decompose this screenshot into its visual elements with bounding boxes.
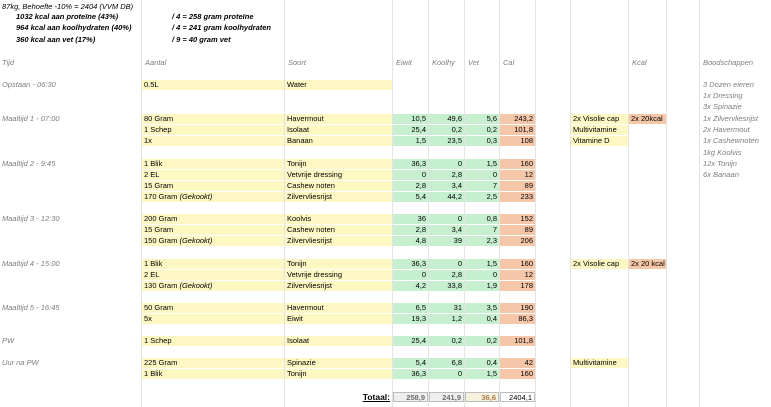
food-cell[interactable]: Zilvervliesrijst — [285, 281, 392, 291]
header-protein-right[interactable]: / 4 = 258 gram proteïne — [172, 12, 254, 21]
amount-cell[interactable] — [142, 192, 284, 202]
food-cell[interactable]: Zilvervliesrijst — [285, 236, 392, 246]
shopping-item[interactable]: 1x Zilvervliesrijst — [703, 114, 759, 123]
eiwit-cell[interactable]: 36 — [393, 214, 428, 224]
koolhy-cell[interactable]: 49,6 — [429, 114, 464, 124]
eiwit-cell[interactable]: 4,2 — [393, 281, 428, 291]
vet-cell[interactable]: 0 — [465, 270, 499, 280]
amount-cell[interactable]: 0.5L — [142, 80, 284, 90]
koolhy-cell[interactable]: 3,4 — [429, 225, 464, 235]
amount-note: (Gekookt) — [179, 281, 213, 290]
amount-value: 130 Gram — [144, 281, 178, 290]
cal-cell[interactable]: 178 — [500, 281, 535, 291]
grid-line — [666, 0, 667, 407]
cal-cell[interactable]: 42 — [500, 358, 535, 368]
col-header-aantal[interactable]: Aantal — [145, 58, 167, 67]
amount-cell[interactable]: 2 EL — [142, 270, 284, 280]
shopping-item[interactable]: 1x Cashewnoten — [703, 136, 759, 145]
eiwit-cell[interactable]: 6,5 — [393, 303, 428, 313]
amount-note: (Gekookt) — [179, 236, 213, 245]
amount-cell[interactable]: 200 Gram — [142, 214, 284, 224]
amount-cell[interactable]: 1x — [142, 136, 284, 146]
food-cell[interactable]: Vetvrije dressing — [285, 270, 392, 280]
eiwit-cell[interactable]: 36,3 — [393, 369, 428, 379]
vet-cell[interactable]: 1,9 — [465, 281, 499, 291]
eiwit-cell[interactable]: 19,3 — [393, 314, 428, 324]
koolhy-cell[interactable]: 33,8 — [429, 281, 464, 291]
amount-cell[interactable]: 15 Gram — [142, 225, 284, 235]
grid-line — [628, 0, 629, 407]
col-header-eiwit[interactable]: Eiwit — [396, 58, 412, 67]
col-header-cal[interactable]: Cal — [503, 58, 515, 67]
col-header-tijd[interactable]: Tijd — [2, 58, 15, 67]
vet-cell[interactable]: 7 — [465, 181, 499, 191]
cal-cell[interactable]: 101,8 — [500, 336, 535, 346]
food-cell[interactable]: Cashew noten — [285, 225, 392, 235]
vet-cell[interactable]: 0,2 — [465, 336, 499, 346]
col-header-koolhy[interactable]: Koolhy — [432, 58, 455, 67]
koolhy-cell[interactable]: 2,8 — [429, 170, 464, 180]
eiwit-cell[interactable]: 25,4 — [393, 125, 428, 135]
vet-cell[interactable]: 0,8 — [465, 214, 499, 224]
supplement-cell[interactable]: 2x Visolie cap — [571, 259, 628, 269]
grid-line — [570, 0, 571, 407]
total-eiwit[interactable]: 258,9 — [393, 392, 428, 402]
meal-label[interactable]: PW — [2, 336, 15, 345]
amount-value: 150 Gram — [144, 236, 178, 245]
supplement-cell[interactable]: Vitamine D — [571, 136, 628, 146]
amount-note: (Gekookt) — [179, 192, 213, 201]
meal-label[interactable]: Maaltijd 1 - 07:00 — [2, 114, 60, 123]
vet-cell[interactable]: 2,5 — [465, 192, 499, 202]
eiwit-cell[interactable]: 0 — [393, 170, 428, 180]
supplement-cell[interactable]: Multivitamine — [571, 125, 628, 135]
amount-cell[interactable]: 2 EL — [142, 170, 284, 180]
shopping-item[interactable]: 12x Tonijn — [703, 159, 737, 168]
header-fat-right[interactable]: / 9 = 40 gram vet — [172, 35, 231, 44]
col-header-kcal[interactable]: Kcal — [632, 58, 647, 67]
cal-cell[interactable]: 12 — [500, 170, 535, 180]
amount-cell[interactable]: 225 Gram — [142, 358, 284, 368]
col-header-soort[interactable]: Soort — [288, 58, 306, 67]
koolhy-cell[interactable]: 1,2 — [429, 314, 464, 324]
cal-cell[interactable]: 152 — [500, 214, 535, 224]
amount-cell[interactable] — [142, 281, 284, 291]
shopping-item[interactable]: 1x Dressing — [703, 91, 743, 100]
cal-cell[interactable]: 89 — [500, 225, 535, 235]
cal-cell[interactable]: 206 — [500, 236, 535, 246]
eiwit-cell[interactable]: 2,8 — [393, 181, 428, 191]
shopping-item[interactable]: 6x Banaan — [703, 170, 739, 179]
koolhy-cell[interactable]: 3,4 — [429, 181, 464, 191]
supplement-cell[interactable]: 2x Visolie cap — [571, 114, 628, 124]
header-line-1[interactable]: 87kg, Behoefte -10% = 2404 (VVM DB) — [2, 2, 134, 11]
food-cell[interactable]: Tonijn — [285, 159, 392, 169]
cal-cell[interactable]: 101,8 — [500, 125, 535, 135]
col-header-vet[interactable]: Vet — [468, 58, 479, 67]
koolhy-cell[interactable]: 39 — [429, 236, 464, 246]
eiwit-cell[interactable]: 0 — [393, 270, 428, 280]
total-cal[interactable]: 2404,1 — [500, 392, 535, 402]
vet-cell[interactable]: 0,2 — [465, 125, 499, 135]
cal-cell[interactable]: 190 — [500, 303, 535, 313]
food-cell[interactable]: Havermout — [285, 303, 392, 313]
shopping-item[interactable]: 1kg Koolvis — [703, 148, 742, 157]
total-vet[interactable]: 36,6 — [465, 392, 499, 402]
cal-cell[interactable]: 12 — [500, 270, 535, 280]
vet-cell[interactable]: 7 — [465, 225, 499, 235]
supplement-kcal-cell[interactable]: 2x 20 kcal — [631, 259, 665, 268]
amount-cell[interactable]: 80 Gram — [142, 114, 284, 124]
cal-cell[interactable]: 108 — [500, 136, 535, 146]
food-cell[interactable]: Isolaat — [285, 336, 392, 346]
grid-line — [535, 0, 536, 407]
supplement-cell[interactable]: Multivitamine — [571, 358, 628, 368]
koolhy-cell[interactable]: 0 — [429, 159, 464, 169]
eiwit-cell[interactable]: 2,8 — [393, 225, 428, 235]
total-koolhy[interactable]: 241,9 — [429, 392, 464, 402]
amount-cell[interactable]: 1 Schep — [142, 336, 284, 346]
food-cell[interactable]: Tonijn — [285, 369, 392, 379]
meal-label[interactable]: Opstaan - 06:30 — [2, 80, 56, 89]
header-fat-left[interactable]: 360 kcal aan vet (17%) — [16, 35, 96, 44]
vet-cell[interactable]: 5,6 — [465, 114, 499, 124]
food-cell[interactable]: Eiwit — [285, 314, 392, 324]
totals-label[interactable]: Totaal: — [362, 392, 390, 402]
cal-cell[interactable]: 89 — [500, 181, 535, 191]
koolhy-cell[interactable]: 2,8 — [429, 270, 464, 280]
meal-label[interactable]: Maaltijd 4 - 15:00 — [2, 259, 60, 268]
food-cell[interactable]: Zilvervliesrijst — [285, 192, 392, 202]
food-cell[interactable]: Tonijn — [285, 259, 392, 269]
food-cell[interactable]: Cashew noten — [285, 181, 392, 191]
meal-label[interactable]: Uur na PW — [2, 358, 39, 367]
amount-cell[interactable]: 1 Blik — [142, 159, 284, 169]
food-cell[interactable]: Havermout — [285, 114, 392, 124]
vet-cell[interactable]: 1,5 — [465, 259, 499, 269]
header-protein-left[interactable]: 1032 kcal aan proteïne (43%) — [16, 12, 119, 21]
eiwit-cell[interactable]: 25,4 — [393, 336, 428, 346]
food-cell[interactable]: Isolaat — [285, 125, 392, 135]
meal-label[interactable]: Maaltijd 5 - 16:45 — [2, 303, 60, 312]
col-header-boodschappen[interactable]: Boodschappen — [703, 58, 754, 67]
koolhy-cell[interactable]: 6,8 — [429, 358, 464, 368]
amount-cell[interactable]: 1 Schep — [142, 125, 284, 135]
vet-cell[interactable]: 1,5 — [465, 369, 499, 379]
amount-value: 170 Gram — [144, 192, 178, 201]
amount-cell[interactable]: 50 Gram — [142, 303, 284, 313]
cal-cell[interactable]: 160 — [500, 369, 535, 379]
eiwit-cell[interactable]: 4,8 — [393, 236, 428, 246]
cal-cell[interactable]: 243,2 — [500, 114, 535, 124]
vet-cell[interactable]: 1,5 — [465, 159, 499, 169]
koolhy-cell[interactable]: 23,5 — [429, 136, 464, 146]
shopping-item[interactable]: 3 Dozen eieren — [703, 80, 754, 89]
vet-cell[interactable]: 3,5 — [465, 303, 499, 313]
vet-cell[interactable]: 0,3 — [465, 136, 499, 146]
eiwit-cell[interactable]: 36,3 — [393, 159, 428, 169]
cal-cell[interactable]: 86,3 — [500, 314, 535, 324]
eiwit-cell[interactable]: 1,5 — [393, 136, 428, 146]
meal-label[interactable]: Maaltijd 2 - 9:45 — [2, 159, 56, 168]
header-carbs-left[interactable]: 964 kcal aan koolhydraten (40%) — [16, 23, 132, 32]
koolhy-cell[interactable]: 44,2 — [429, 192, 464, 202]
meal-label[interactable]: Maaltijd 3 - 12:30 — [2, 214, 60, 223]
cal-cell[interactable]: 160 — [500, 159, 535, 169]
amount-cell[interactable]: 5x — [142, 314, 284, 324]
amount-cell[interactable]: 15 Gram — [142, 181, 284, 191]
food-cell[interactable]: Vetvrije dressing — [285, 170, 392, 180]
koolhy-cell[interactable]: 0 — [429, 214, 464, 224]
koolhy-cell[interactable]: 0 — [429, 369, 464, 379]
header-carbs-right[interactable]: / 4 = 241 gram koolhydraten — [172, 23, 271, 32]
food-cell[interactable]: Koolvis — [285, 214, 392, 224]
supplement-kcal-cell[interactable]: 2x 20kcal — [629, 114, 666, 124]
amount-cell[interactable] — [142, 236, 284, 246]
eiwit-cell[interactable]: 5,4 — [393, 358, 428, 368]
cal-cell[interactable]: 233 — [500, 192, 535, 202]
vet-cell[interactable]: 0 — [465, 170, 499, 180]
koolhy-cell[interactable]: 0,2 — [429, 336, 464, 346]
koolhy-cell[interactable]: 0 — [429, 259, 464, 269]
eiwit-cell[interactable]: 36,3 — [393, 259, 428, 269]
grid-line — [699, 0, 700, 407]
amount-cell[interactable]: 1 Blik — [142, 259, 284, 269]
amount-cell[interactable]: 1 Blik — [142, 369, 284, 379]
eiwit-cell[interactable]: 5,4 — [393, 192, 428, 202]
vet-cell[interactable]: 0,4 — [465, 314, 499, 324]
eiwit-cell[interactable]: 10,5 — [393, 114, 428, 124]
cal-cell[interactable]: 160 — [500, 259, 535, 269]
vet-cell[interactable]: 0,4 — [465, 358, 499, 368]
vet-cell[interactable]: 2,3 — [465, 236, 499, 246]
koolhy-cell[interactable]: 31 — [429, 303, 464, 313]
shopping-item[interactable]: 3x Spinazie — [703, 102, 742, 111]
food-cell[interactable]: Banaan — [285, 136, 392, 146]
food-cell[interactable]: Spinazie — [285, 358, 392, 368]
shopping-item[interactable]: 2x Havermout — [703, 125, 750, 134]
food-cell[interactable]: Water — [285, 80, 392, 90]
koolhy-cell[interactable]: 0,2 — [429, 125, 464, 135]
